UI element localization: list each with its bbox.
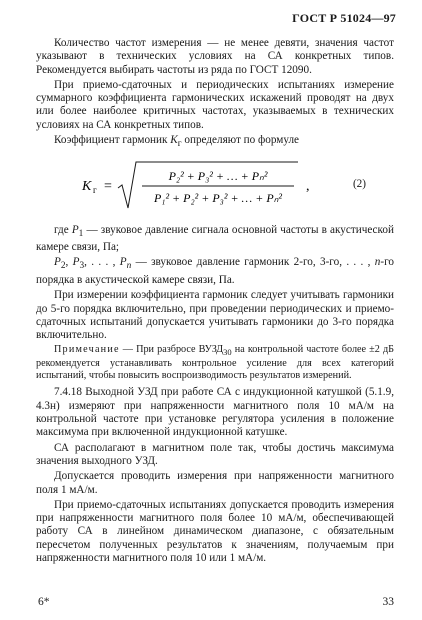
formula-numerator: P₂² + P₃² + … + Pₙ² xyxy=(168,168,268,183)
formula-2 xyxy=(36,158,394,216)
paragraph-frequencies: Количество частот измерения — не менее девяти, значения частот указывают в технических условиях на СА конкретных типов. Рекомендуется выбирать частоты из ряда по ГОСТ 12090. xyxy=(36,37,394,76)
paragraph-7-4-18: 7.4.18 Выходной УЗД при работе СА с индукционной катушкой (5.1.9, 4.3н) измеряют при напряженности магнитного поля 10 мА/м на контрольной частоте при установке регулятора усиления в положение максимума при включенной индукционной катушке. xyxy=(36,386,394,439)
equation-number: (2) xyxy=(352,177,366,190)
formula-lhs: K xyxy=(82,178,92,194)
paragraph-acceptance-field: При приемо-сдаточных испытаниях допускается проводить измерения при напряженности магнитного поля более 10 мА/м, обеспечивающей работу СА в линейном динамическом диапазоне, с обязательным пересчетом полученных результатов к значениям, получаемым при напряженности магнитного поля 10 или 1 мА/м. xyxy=(36,498,394,565)
paragraph-placement: СА располагают в магнитном поле так, чтобы достичь максимума значения выходного УЗД. xyxy=(36,441,394,467)
paragraph-harmonic-orders: При измерении коэффициента гармоник следует учитывать гармоники до 5-го порядка включительно, при проведении периодических и приемо-сдаточных испытаний допускается учитывать гармоники до 3-го порядка включительно. xyxy=(36,289,394,342)
footer-mark: 6* xyxy=(38,596,50,608)
paragraph-where-p1: где $P_1$ — звуковое давление сигнала основной частоты в акустической камере связи, Па; xyxy=(36,223,394,254)
paragraph-where-pn: $P_2$, $P_3$, . . . , $P_n$ — звуковое давление гармоник 2-го, 3-го, . . . , n-го порядка в акустической камере связи, Па. xyxy=(36,256,395,286)
note: Примечание — При разбросе $ВУЗД_{30}$ на контрольной частоте более ±2 дБ рекомендуется устанавливать контрольное усиление для всех категорий испытаний, чтобы повысить воспроизводимость результатов измерений. xyxy=(36,344,395,382)
formula-denominator: P₁² + P₂² + P₃² + … + Pₙ² xyxy=(153,190,283,205)
paragraph-acceptance-tests: При приемо-сдаточных и периодических испытаниях измерение суммарного коэффициента гармонических искажений проводят на двух или более наиболее критичных частотах, указываемых в технических условиях на СА конкретных типов. xyxy=(36,78,394,131)
document-header: ГОСТ Р 51024—97 xyxy=(292,11,396,25)
page-number: 33 xyxy=(382,596,394,608)
formula-lhs-sub: г xyxy=(93,184,97,195)
formula-comma: , xyxy=(306,178,310,194)
harmonic-coefficient-formula xyxy=(76,158,336,216)
paragraph-1ma: Допускается проводить измерения при напряженности магнитного поля 1 мА/м. xyxy=(36,470,394,496)
note-label: Примечание xyxy=(54,344,120,356)
paragraph-formula-intro: Коэффициент гармоник $K_г$ определяют по формуле xyxy=(54,134,300,150)
formula-equals: = xyxy=(104,178,112,194)
page-body xyxy=(36,37,394,567)
